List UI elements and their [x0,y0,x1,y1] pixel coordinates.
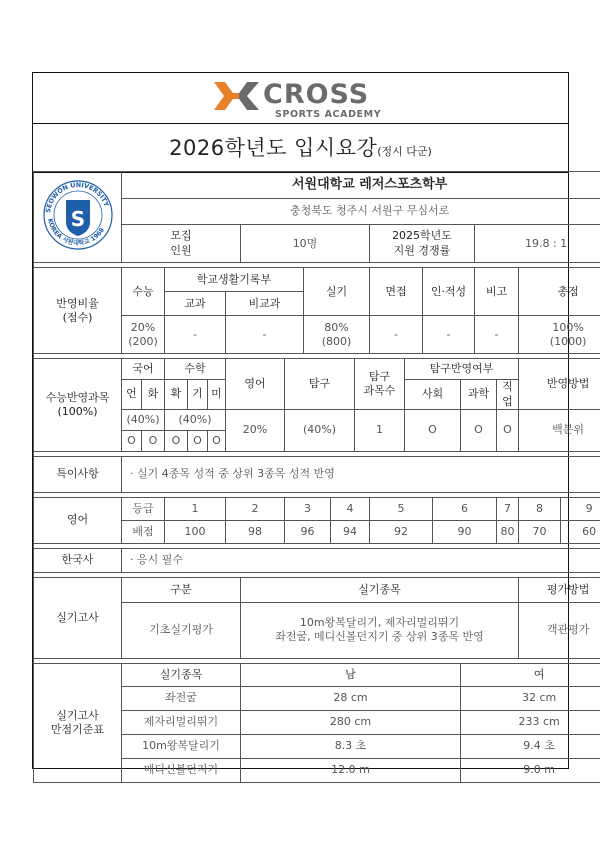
english-label: 영어 [34,497,122,543]
suneung-value-m3: O [208,430,226,451]
standard-event: 메디신볼던지기 [122,758,241,782]
logo-brand: CROSS [263,79,370,110]
english-score: 100 [165,520,226,543]
english-score: 90 [433,520,497,543]
standard-male: 8.3 초 [241,734,461,758]
ratio-header-aptitude: 인·적성 [423,268,475,316]
ratio-header-total: 총점 [519,268,600,316]
logo-tagline: SPORTS ACADEMY [275,109,382,120]
practical-events: 10m왕복달리기, 제자리멀리뛰기 좌전굴, 메디신볼던지기 중 상위 3종목 반영 [241,602,519,658]
special-text: · 실기 4종목 성적 중 상위 3종목 성적 반영 [122,456,600,492]
logo-area [33,73,568,123]
ratio-header-record: 학교생활기록부 [165,268,304,292]
english-score: 92 [370,520,433,543]
suneung-header-english: 영어 [226,359,285,410]
university-address: 충청북도 청주시 서원구 무심서로 [122,199,600,225]
ratio-header-suneung: 수능 [122,268,165,316]
standard-event: 제자리멀리뛰기 [122,710,241,734]
suneung-value-inq-count: 1 [355,409,405,451]
standard-male: 280 cm [241,710,461,734]
page-title: 2026학년도 입시요강 [169,136,378,160]
suneung-value-method: 백분위 [519,409,600,451]
ratio-value-suneung: 20% (200) [122,316,165,354]
history-label: 한국사 [34,548,122,572]
suneung-header-korean: 국어 [122,359,165,380]
ratio-value-aptitude: - [423,316,475,354]
suneung-header-m2: 기 [188,380,208,410]
university-seal [42,172,114,258]
cross-logo [211,76,421,120]
ratio-value-nonsubject: - [226,316,304,354]
english-grade: 6 [433,497,497,520]
ratio-value-subject: - [165,316,226,354]
rate-label: 2025학년도 지원 경쟁률 [370,225,475,263]
history-text: · 응시 필수 [122,548,600,572]
english-grade: 3 [285,497,331,520]
suneung-label: 수능반영과목 (100%) [34,359,122,452]
english-grade: 9 [561,497,600,520]
english-score: 80 [497,520,519,543]
practical-header-events: 실기종목 [241,577,519,602]
seal-bottom-text: KOREA 서원대학교 1968 [45,217,106,248]
standard-label: 실기고사 만점기준표 [34,663,122,782]
ratio-header-subject: 교과 [165,292,226,316]
suneung-header-science: 과학 [461,380,497,410]
standard-header-male: 남 [241,663,461,686]
standard-male: 12.0 m [241,758,461,782]
english-grade: 1 [165,497,226,520]
practical-type: 기초실기평가 [122,602,241,658]
ratio-value-other: - [475,316,519,354]
quota-value: 10명 [241,225,370,263]
english-score-label: 배점 [122,520,165,543]
suneung-value-m1: O [165,430,188,451]
suneung-header-inq-reflect: 탐구반영여부 [405,359,519,380]
title-row [33,123,568,173]
suneung-value-m2: O [188,430,208,451]
suneung-value-k2: O [142,430,165,451]
english-grade: 4 [331,497,370,520]
ratio-value-total: 100% (1000) [519,316,600,354]
ratio-label: 반영비율 (점수) [34,268,122,354]
suneung-value-english: 20% [226,409,285,451]
standard-female: 32 cm [461,686,600,710]
standard-header-event: 실기종목 [122,663,241,686]
suneung-header-k2: 화 [142,380,165,410]
english-score: 94 [331,520,370,543]
standard-female: 233 cm [461,710,600,734]
suneung-header-m1: 확 [165,380,188,410]
practical-label: 실기고사 [34,577,122,658]
ratio-header-nonsubject: 비교과 [226,292,304,316]
ratio-header-interview: 면접 [370,268,423,316]
special-label: 특이사항 [34,456,122,492]
standard-female: 9.0 m [461,758,600,782]
english-grade: 8 [519,497,561,520]
standard-male: 28 cm [241,686,461,710]
admission-table [33,171,600,783]
suneung-value-korean: (40%) [122,409,165,430]
english-score: 96 [285,520,331,543]
suneung-header-inquiry: 탐구 [285,359,355,410]
suneung-header-social: 사회 [405,380,461,410]
standard-event: 좌전굴 [122,686,241,710]
ratio-value-interview: - [370,316,423,354]
english-grade: 2 [226,497,285,520]
suneung-header-method: 반영방법 [519,359,600,410]
english-grade: 5 [370,497,433,520]
seal-cell [34,172,122,263]
suneung-value-science: O [461,409,497,451]
standard-event: 10m왕복달리기 [122,734,241,758]
standard-female: 9.4 초 [461,734,600,758]
rate-value: 19.8 : 1 [475,225,600,263]
suneung-value-social: O [405,409,461,451]
suneung-header-math: 수학 [165,359,226,380]
suneung-value-job: O [497,409,519,451]
ratio-header-practical: 실기 [304,268,370,316]
practical-header-method: 평가방법 [519,577,600,602]
english-grade: 7 [497,497,519,520]
english-grade-label: 등급 [122,497,165,520]
seal-letter: S [70,207,85,231]
suneung-header-job: 직업 [497,380,519,410]
practical-method: 객관평가 [519,602,600,658]
document-frame [32,72,597,777]
suneung-header-inq-count: 탐구 과목수 [355,359,405,410]
suneung-value-math: (40%) [165,409,226,430]
english-score: 60 [561,520,600,543]
quota-label: 모집 인원 [122,225,241,263]
ratio-value-practical: 80% (800) [304,316,370,354]
suneung-value-inquiry: (40%) [285,409,355,451]
university-name: 서원대학교 레저스포츠학부 [122,172,600,199]
page-subtitle: (정시 다군) [377,145,432,158]
seal-top-text: SEOWON UNIVERSITY [43,180,111,214]
ratio-header-other: 비고 [475,268,519,316]
english-score: 70 [519,520,561,543]
admission-content [33,171,597,777]
english-score: 98 [226,520,285,543]
suneung-header-m3: 미 [208,380,226,410]
suneung-value-k1: O [122,430,142,451]
practical-header-type: 구분 [122,577,241,602]
standard-header-female: 여 [461,663,600,686]
suneung-header-k1: 언 [122,380,142,410]
